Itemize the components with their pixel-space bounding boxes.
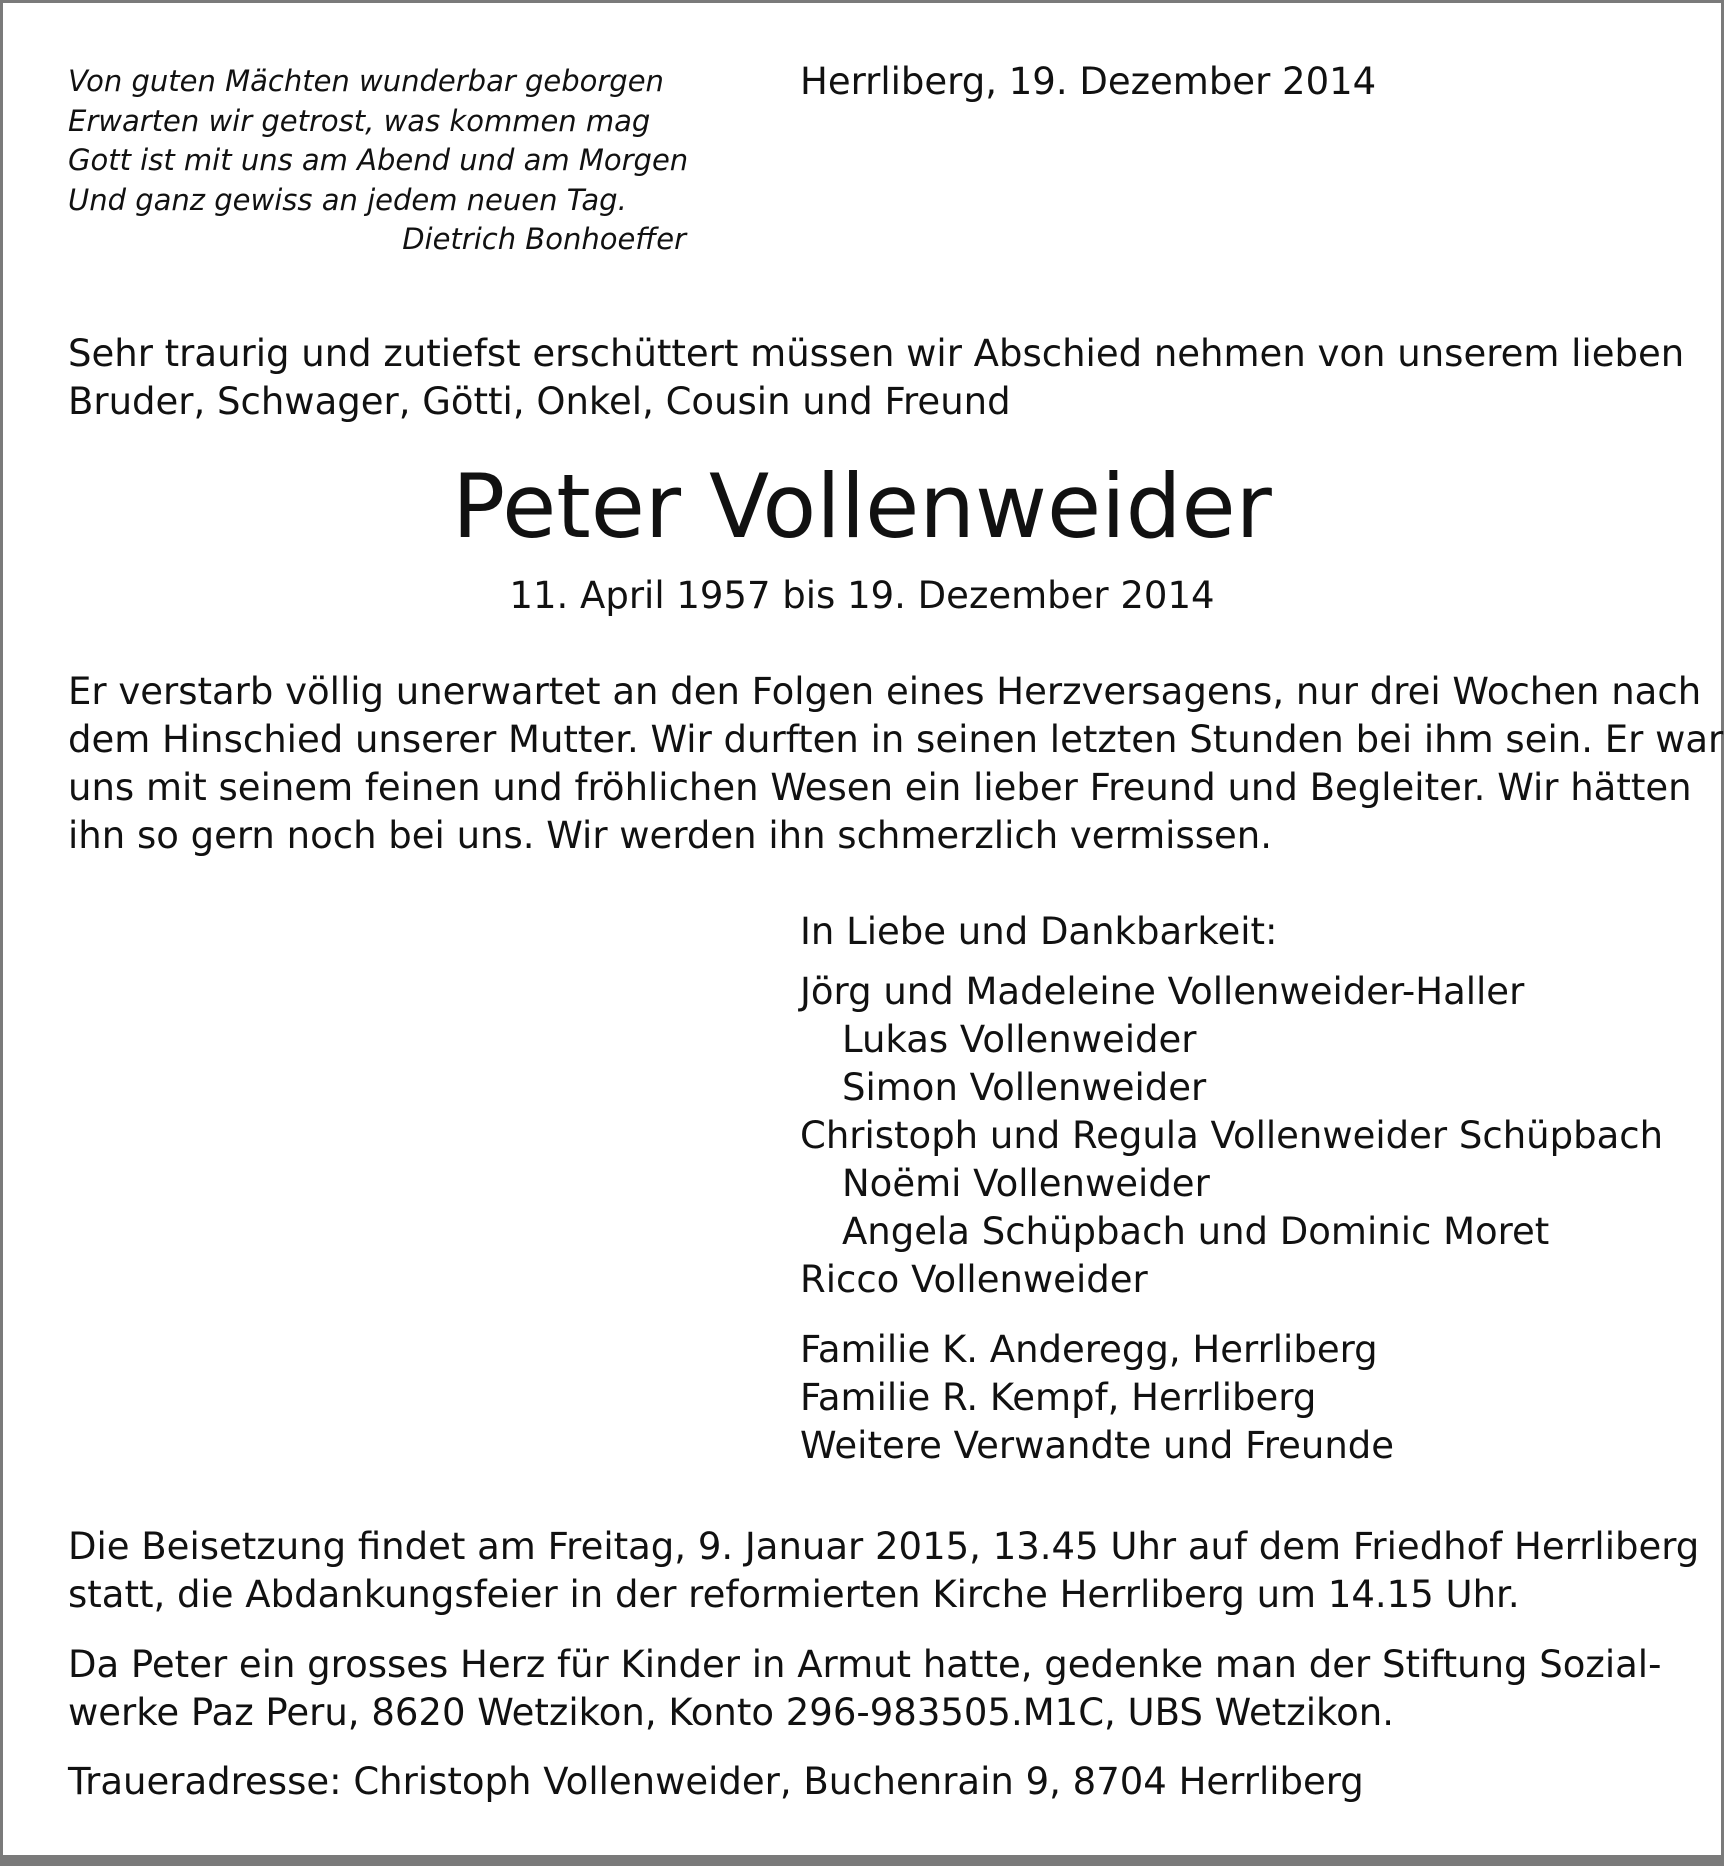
deceased-name: Peter Vollenweider [452,455,1272,558]
mourner-name: Lukas Vollenweider [842,1018,1197,1061]
spacer [800,1304,1680,1326]
mourners-block [800,908,1680,1470]
mourner-name: Angela Schüpbach und Dominic Moret [842,1210,1550,1253]
mourning-address: Traueradresse: Christoph Vollenweider, Buchenrain 9, 8704 Herrliberg [68,1760,1364,1803]
donation-line: werke Paz Peru, 8620 Wetzikon, Konto 296-983505.M1C, UBS Wetzikon. [68,1691,1394,1734]
mourner-other: Weitere Verwandte und Freunde [800,1424,1395,1467]
mourner-name: Ricco Vollenweider [800,1258,1148,1301]
mourner-other: Familie R. Kempf, Herrliberg [800,1376,1317,1419]
funeral-line: statt, die Abdankungsfeier in der reformierten Kirche Herrliberg um 14.15 Uhr. [68,1573,1520,1616]
poem-line: Von guten Mächten wunderbar geborgen [68,64,664,98]
donation-paragraph [68,1641,1662,1737]
place-date: Herrliberg, 19. Dezember 2014 [800,60,1377,103]
mourners-heading: In Liebe und Dankbarkeit: [800,910,1278,953]
intro-line: Sehr traurig und zutiefst erschüttert müssen wir Abschied nehmen von unserem lieben [68,332,1685,375]
donation-line: Da Peter ein grosses Herz für Kinder in Armut hatte, gedenke man der Stiftung Sozial- [68,1643,1662,1686]
intro-line: Bruder, Schwager, Götti, Onkel, Cousin und Freund [68,380,1011,423]
bio-line: Er verstarb völlig unerwartet an den Folgen eines Herzversagens, nur drei Wochen nach [68,670,1702,713]
poem-line: Gott ist mit uns am Abend und am Morgen [68,143,689,177]
mourner-other: Familie K. Anderegg, Herrliberg [800,1328,1378,1371]
bio-paragraph [68,668,1724,860]
mourner-name: Jörg und Madeleine Vollenweider-Haller [800,970,1525,1013]
frame-bottom-edge [3,1855,1721,1863]
poem-line: Und ganz gewiss an jedem neuen Tag. [68,182,627,217]
bio-line: uns mit seinem feinen und fröhlichen Wesen ein lieber Freund und Begleiter. Wir hätten [68,766,1692,809]
mourner-name: Noëmi Vollenweider [842,1162,1210,1205]
poem-line: Erwarten wir getrost, was kommen mag [68,103,651,138]
mourner-name: Simon Vollenweider [842,1066,1207,1109]
funeral-paragraph [68,1523,1700,1619]
bio-line: dem Hinschied unserer Mutter. Wir durften in seinen letzten Stunden bei ihm sein. Er war [68,718,1724,761]
funeral-line: Die Beisetzung findet am Freitag, 9. Januar 2015, 13.45 Uhr auf dem Friedhof Herrliberg [68,1525,1700,1568]
spacer [800,956,1680,968]
deceased-lifespan: 11. April 1957 bis 19. Dezember 2014 [509,574,1215,617]
mourner-name: Christoph und Regula Vollenweider Schüpbach [800,1114,1664,1157]
poem-author: Dietrich Bonhoeffer [402,222,686,256]
bio-line: ihn so gern noch bei uns. Wir werden ihn schmerzlich vermissen. [68,814,1272,857]
poem-block [68,62,688,260]
intro-paragraph [68,330,1685,426]
